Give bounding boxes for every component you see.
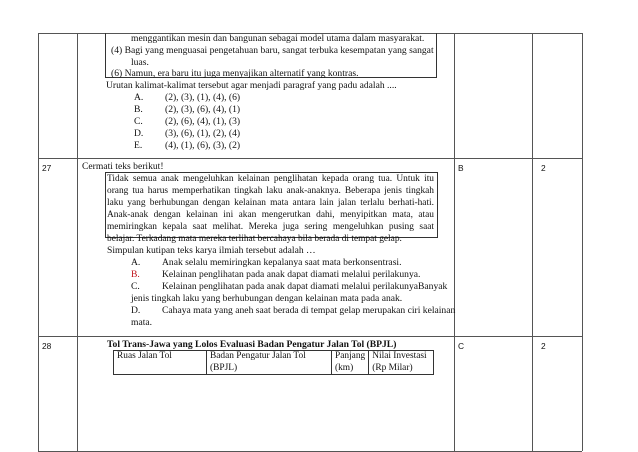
q27-choice-text-a: Anak selalu memiringkan kepalanya saat mata berkonsentrasi. (162, 257, 402, 268)
q27-choice-text-c-continued: jenis tingkah laku yang berhubungan dengan kelainan mata pada anak. (131, 293, 403, 304)
q28-answer-key: C (458, 341, 465, 351)
choice-letter-a: A. (134, 92, 144, 103)
header-panjang (332, 351, 369, 375)
q27-choice-text-d: Cahaya mata yang aneh saat berada di tempat gelap merupakan ciri kelainan (162, 305, 456, 316)
choice-text-e: (4), (1), (6), (3), (2) (165, 140, 241, 151)
header-nilai-investasi (369, 351, 434, 375)
col-border-question (454, 33, 455, 451)
header-ruas-jalan-tol (114, 351, 207, 375)
q28-score: 2 (541, 341, 546, 351)
q27-question: Simpulan kutipan teks karya ilmiah tersebut adalah … (107, 245, 316, 256)
choice-letter-e: E. (134, 140, 143, 151)
q27-choice-letter-c: C. (131, 281, 140, 292)
question-number-28: 28 (42, 341, 52, 351)
row-divider-28 (38, 336, 582, 337)
q27-instruction: Cermati teks berikut! (82, 161, 164, 172)
choice-text-d: (3), (6), (1), (2), (4) (165, 128, 241, 139)
choice-text-c: (2), (6), (4), (1), (3) (165, 116, 241, 127)
header-bpjl-line-1: Badan Pengatur Jalan Tol (210, 351, 306, 361)
header-panjang-line-2: (km) (335, 362, 354, 373)
header-ruas-line-1: Ruas Jalan Tol (117, 351, 172, 361)
q27-score: 2 (541, 163, 546, 173)
q27-choice-text-c: Kelainan penglihatan pada anak dapat diamati melalui perilakunyaBanyak (162, 281, 448, 292)
header-ruas-line-2 (117, 363, 203, 375)
q27-choice-letter-b: B. (131, 269, 140, 280)
question-number-27: 27 (42, 163, 52, 173)
header-panjang-line-1: Panjang (335, 351, 366, 361)
col-border-left (38, 33, 39, 451)
header-nilai-line-2: (Rp Milar) (372, 362, 413, 373)
header-nilai-line-1: Nilai Investasi (372, 351, 427, 361)
col-border-answer (532, 33, 533, 451)
q27-choice-letter-d: D. (131, 305, 141, 316)
sentence-line-2: (4) Bagi yang menguasai pengetahuan baru, sangat terbuka kesempatan yang sangat (111, 45, 434, 56)
q27-answer-key: B (458, 163, 464, 173)
col-border-number (77, 33, 78, 451)
choice-text-b: (2), (3), (6), (4), (1) (165, 104, 241, 115)
q27-choice-letter-a: A. (131, 257, 141, 268)
choice-text-a: (2), (3), (1), (4), (6) (165, 92, 241, 103)
q27-passage: Tidak semua anak mengeluhkan kelainan penglihatan kepada orang tua. Untuk itu orang tua harus memperhatikan tingkah laku anak-anaknya. Beberapa jenis tingkah laku yang berhubungan dengan kelainan mata antara lain jalan terlalu berhati-hati. Anak-anak dengan kelainan ini akan mengerutkan dahi, menyipitkan mata, atau memiringkan kepala saat melihat. Mereka juga sering mengeluhkan pusing saat belajar. Terkadang mata mereka terlihat bercahaya bila berada di tempat gelap. (107, 174, 434, 244)
sentence-line-1: menggantikan mesin dan bangunan sebagai model utama dalam masyarakat. (131, 33, 425, 44)
choice-letter-d: D. (134, 128, 144, 139)
header-bpjl-line-2: (BPJL) (210, 362, 238, 373)
q28-title: Tol Trans-Jawa yang Lolos Evaluasi Badan Pengatur Jalan Tol (BPJL) (107, 339, 397, 350)
q27-choice-text-d-continued: mata. (131, 317, 153, 328)
sentence-line-4: (6) Namun, era baru itu juga menyajikan alternatif yang kontras. (111, 68, 359, 79)
col-border-right (582, 33, 583, 451)
table-header-row (114, 351, 434, 375)
q27-choice-text-b: Kelainan penglihatan pada anak dapat diamati melalui perilakunya. (162, 269, 421, 280)
row-divider-27 (38, 158, 582, 159)
toll-road-table (113, 350, 434, 375)
ordering-prompt: Urutan kalimat-kalimat tersebut agar menjadi paragraf yang padu adalah .... (106, 80, 397, 91)
choice-letter-b: B. (134, 104, 143, 115)
choice-letter-c: C. (134, 116, 143, 127)
header-bpjl (207, 351, 332, 375)
sentence-line-3: luas. (131, 57, 149, 68)
